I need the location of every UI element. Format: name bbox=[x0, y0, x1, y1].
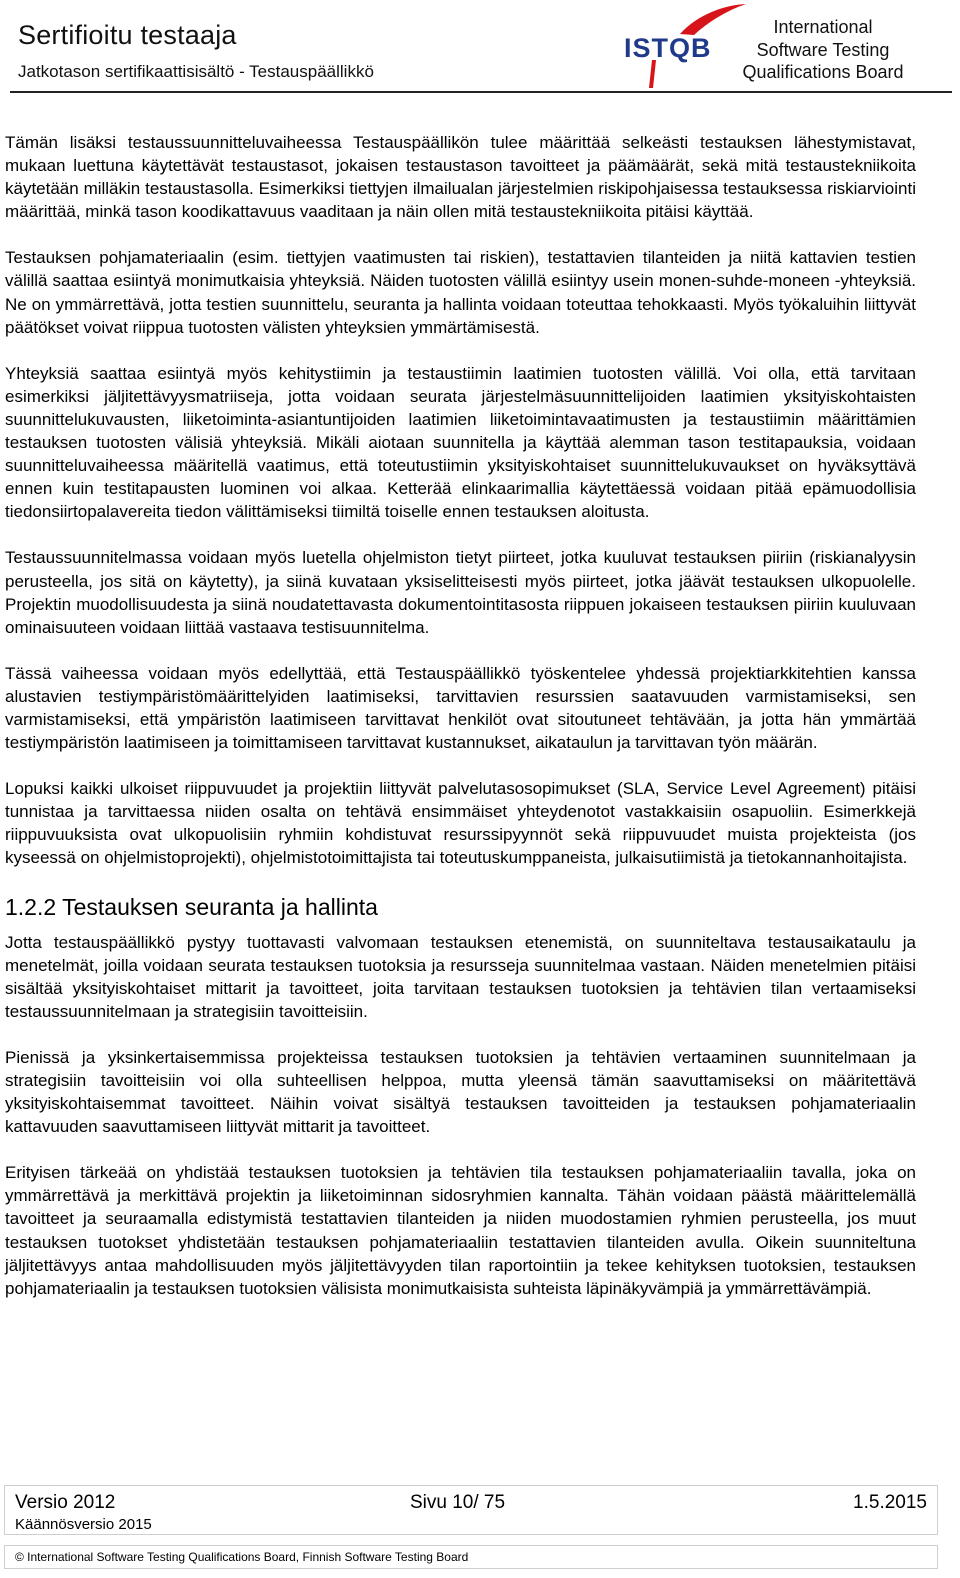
section-paragraph-2: Pienissä ja yksinkertaisemmissa projekteissa testauksen tuotoksien ja tehtävien vertaaminen suunnitelmaan ja strategisiin tavoitteisiin voi olla suhteellisen helppoa, mutta yleensä tämän saavuttamiseksi on määritettävä yksityiskohtaisemmat tavoitteet. Näihin voivat sisältyä testauksen tavoitteiden ja testauksen pohjamateriaalin kattavuuden saavuttamiseen liittyvät mittarit ja tavoitteet. bbox=[5, 1047, 916, 1137]
document-body bbox=[5, 131, 916, 1323]
footer-date: 1.5.2015 bbox=[853, 1492, 927, 1513]
paragraph-2: Testauksen pohjamateriaalin (esim. tiettyjen vaatimusten tai riskien), testattavien tilanteiden ja niitä kattavien testien välillä saattaa esiintyä monimutkaisia yhteyksiä. Näiden tuotosten välillä esiintyy usein monen-suhde-moneen -yhteyksiä. Ne on ymmärrettävä, jotta testien suunnittelu, seuranta ja hallinta voidaan toteuttaa tehokkaasti. Myös työkaluihin liittyvät päätökset voivat riippua tuotosten välisten yhteyksien ymmärtämisestä. bbox=[5, 248, 916, 337]
paragraph-1: Tämän lisäksi testaussuunnitteluvaiheessa Testauspäällikön tulee määrittää selkeästi testauksen lähestymistavat, mukaan luettuna käytettävät testaustasot, jokaisen testaustason tavoitteet ja päämäärät, sekä mitä testaustekniikoita käytetään milläkin testaustasolla. Esimerkiksi tiettyjen ilmailualan järjestelmien riskipohjaisessa testauksessa riskiarviointi määrittää, minkä tason koodikattavuus vaaditaan ja näin ollen mitä testaustekniikoita pitäisi käyttää. bbox=[5, 133, 916, 222]
org-name bbox=[730, 16, 916, 84]
copyright-bar bbox=[4, 1545, 938, 1569]
paragraph-6: Lopuksi kaikki ulkoiset riippuvuudet ja projektiin liittyvät palvelutasosopimukset (SLA, Service Level Agreement) pitäisi tunnistaa ja tarvittaessa niiden osalta on tehtävä ensimmäiset yhteydenotot vastakkaisiin osapuoliin. Esimerkkejä riippuvuuksista ovat ulkopuolisiin ryhmiin kohdistuvat resurssipyynnöt sekä riippuvuudet muista projekteista (jos kyseessä on ohjelmistoprojekti), ohjelmistotoimittajista tai toteutuskumppaneista, julkaisutiimistä ja tietokannanhoitajista. bbox=[5, 779, 916, 868]
header-divider bbox=[10, 91, 952, 93]
org-line-3: Qualifications Board bbox=[742, 62, 904, 82]
copyright-text: © International Software Testing Qualifications Board, Finnish Software Testing Board bbox=[15, 1550, 469, 1564]
document-subtitle: Jatkotason sertifikaattisisältö - Testauspäällikkö bbox=[18, 62, 374, 81]
logo-stroke bbox=[649, 60, 656, 88]
org-line-1: International bbox=[773, 17, 873, 37]
footer-page-number: Sivu 10/ 75 bbox=[410, 1492, 506, 1513]
section-paragraph-3: Erityisen tärkeää on yhdistää testauksen tuotoksien ja tehtävien tila testauksen pohjamateriaaliin tavalla, joka on ymmärrettävä ja merkittävä projektin ja liiketoiminnan sidosryhmien kannalta. Tähän voidaan päästä määrittelemällä tavoitteet ja seuraamalla edistymistä testattavien tilanteiden ja niiden muodostamien ryhmien perusteella, jos muut testauksen tuotokset yhdistetään testauksen pohjamateriaaliin testattavien tilanteiden avulla. Oikein suunniteltuna jäljitettävyys antaa mahdollisuuden myös jäljitettävyyden tilan raportointiin ja tekee kehityksen tuotoksien, testauksen pohjamateriaalin ja testauksen tuotoksien välisista monimutkaisista suhteista läpinäkyvämpiä ja ymmärrettävämpiä. bbox=[5, 1163, 916, 1298]
page-footer bbox=[4, 1485, 938, 1535]
paragraph-3: Yhteyksiä saattaa esiintyä myös kehitystiimin ja testaustiimin laatimien tuotosten välillä. Voi olla, että tarvitaan esimerkiksi jäljitettävyysmatriiseja, jotta voidaan seurata järjestelmäsuunnittelijoiden laatimien yksityiskohtaisten suunnittelukuvausten, liiketoiminta-asiantuntijoiden laatimien liiketoimintavaatimusten ja testaustiimin määrittämien testauksen tuotosten välisiä yhteyksiä. Mikäli aiotaan suunnitella ja käyttää alemman tason testitapauksia, voidaan suunnitteluvaiheessa määritellä vaatimus, että toteutustiimin yksityiskohtaiset suunnittelukuvaukset on hyväksyttävä ennen kuin testitapausten luominen voi alkaa. Ketterää elinkaarimallia käytettäessä voidaan pitää epämuodollisia tiedonsiirtopalavereita tiedon välittämiseksi tiimiltä toiselle ennen testauksen aloitusta. bbox=[5, 363, 916, 522]
org-line-2: Software Testing bbox=[756, 39, 890, 60]
footer-translation-version: Käännösversio 2015 bbox=[15, 1516, 152, 1533]
paragraph-5: Tässä vaiheessa voidaan myös edellyttää, että Testauspäällikkö työskentelee yhdessä projektiarkkitehtien kanssa alustavien testiympäristömäärittelyiden laatimiseksi, tarvittavien resurssien saatavuuden varmistamiseksi, sen varmistamiseksi, että ympäristön laatimiseen tarvittavat henkilöt ovat sitoutuneet tehtävään, ja jotta hän ymmärtää testiympäristön laatimiseen ja toimittamiseen tarvittavat kustannukset, aikataulun ja tarvittavan työn määrän. bbox=[5, 663, 916, 753]
section-heading: 1.2.2 Testauksen seuranta ja hallinta bbox=[5, 893, 378, 920]
paragraph-4: Testaussuunnitelmassa voidaan myös luetella ohjelmiston tietyt piirteet, jotka kuuluvat testauksen piiriin (riskianalyysin perusteella, jos sitä on käytetty), ja siinä kuvataan yksiselitteisesti myös piirteet, jotka jäävät testauksen ulkopuolelle. Projektin muodollisuudesta ja siinä noudatettavasta dokumentointitasosta riippuen jokaiseen testauksen piiriin kuuluvaan ominaisuuteen voidaan liittää vastaava testisuunnitelma. bbox=[5, 548, 916, 637]
footer-version: Versio 2012 bbox=[15, 1492, 116, 1513]
section-paragraph-1: Jotta testauspäällikkö pystyy tuottavasti valvomaan testauksen etenemistä, on suunniteltava testausaikataulu ja menetelmät, joilla voidaan seurata testauksen tuotoksia ja resursseja suunnitelmaa vastaan. Näiden menetelmien pitäisi sisältää yksityiskohtaiset mittarit ja tavoitteet, joita tarvitaan testauksen tuotoksien ja tehtävien tilan vertaamiseksi testaussuunnitelmaan ja strategisiin tavoitteisiin. bbox=[5, 932, 916, 1021]
logo-text: ISTQB bbox=[624, 33, 712, 63]
document-title: Sertifioitu testaaja bbox=[18, 20, 237, 50]
